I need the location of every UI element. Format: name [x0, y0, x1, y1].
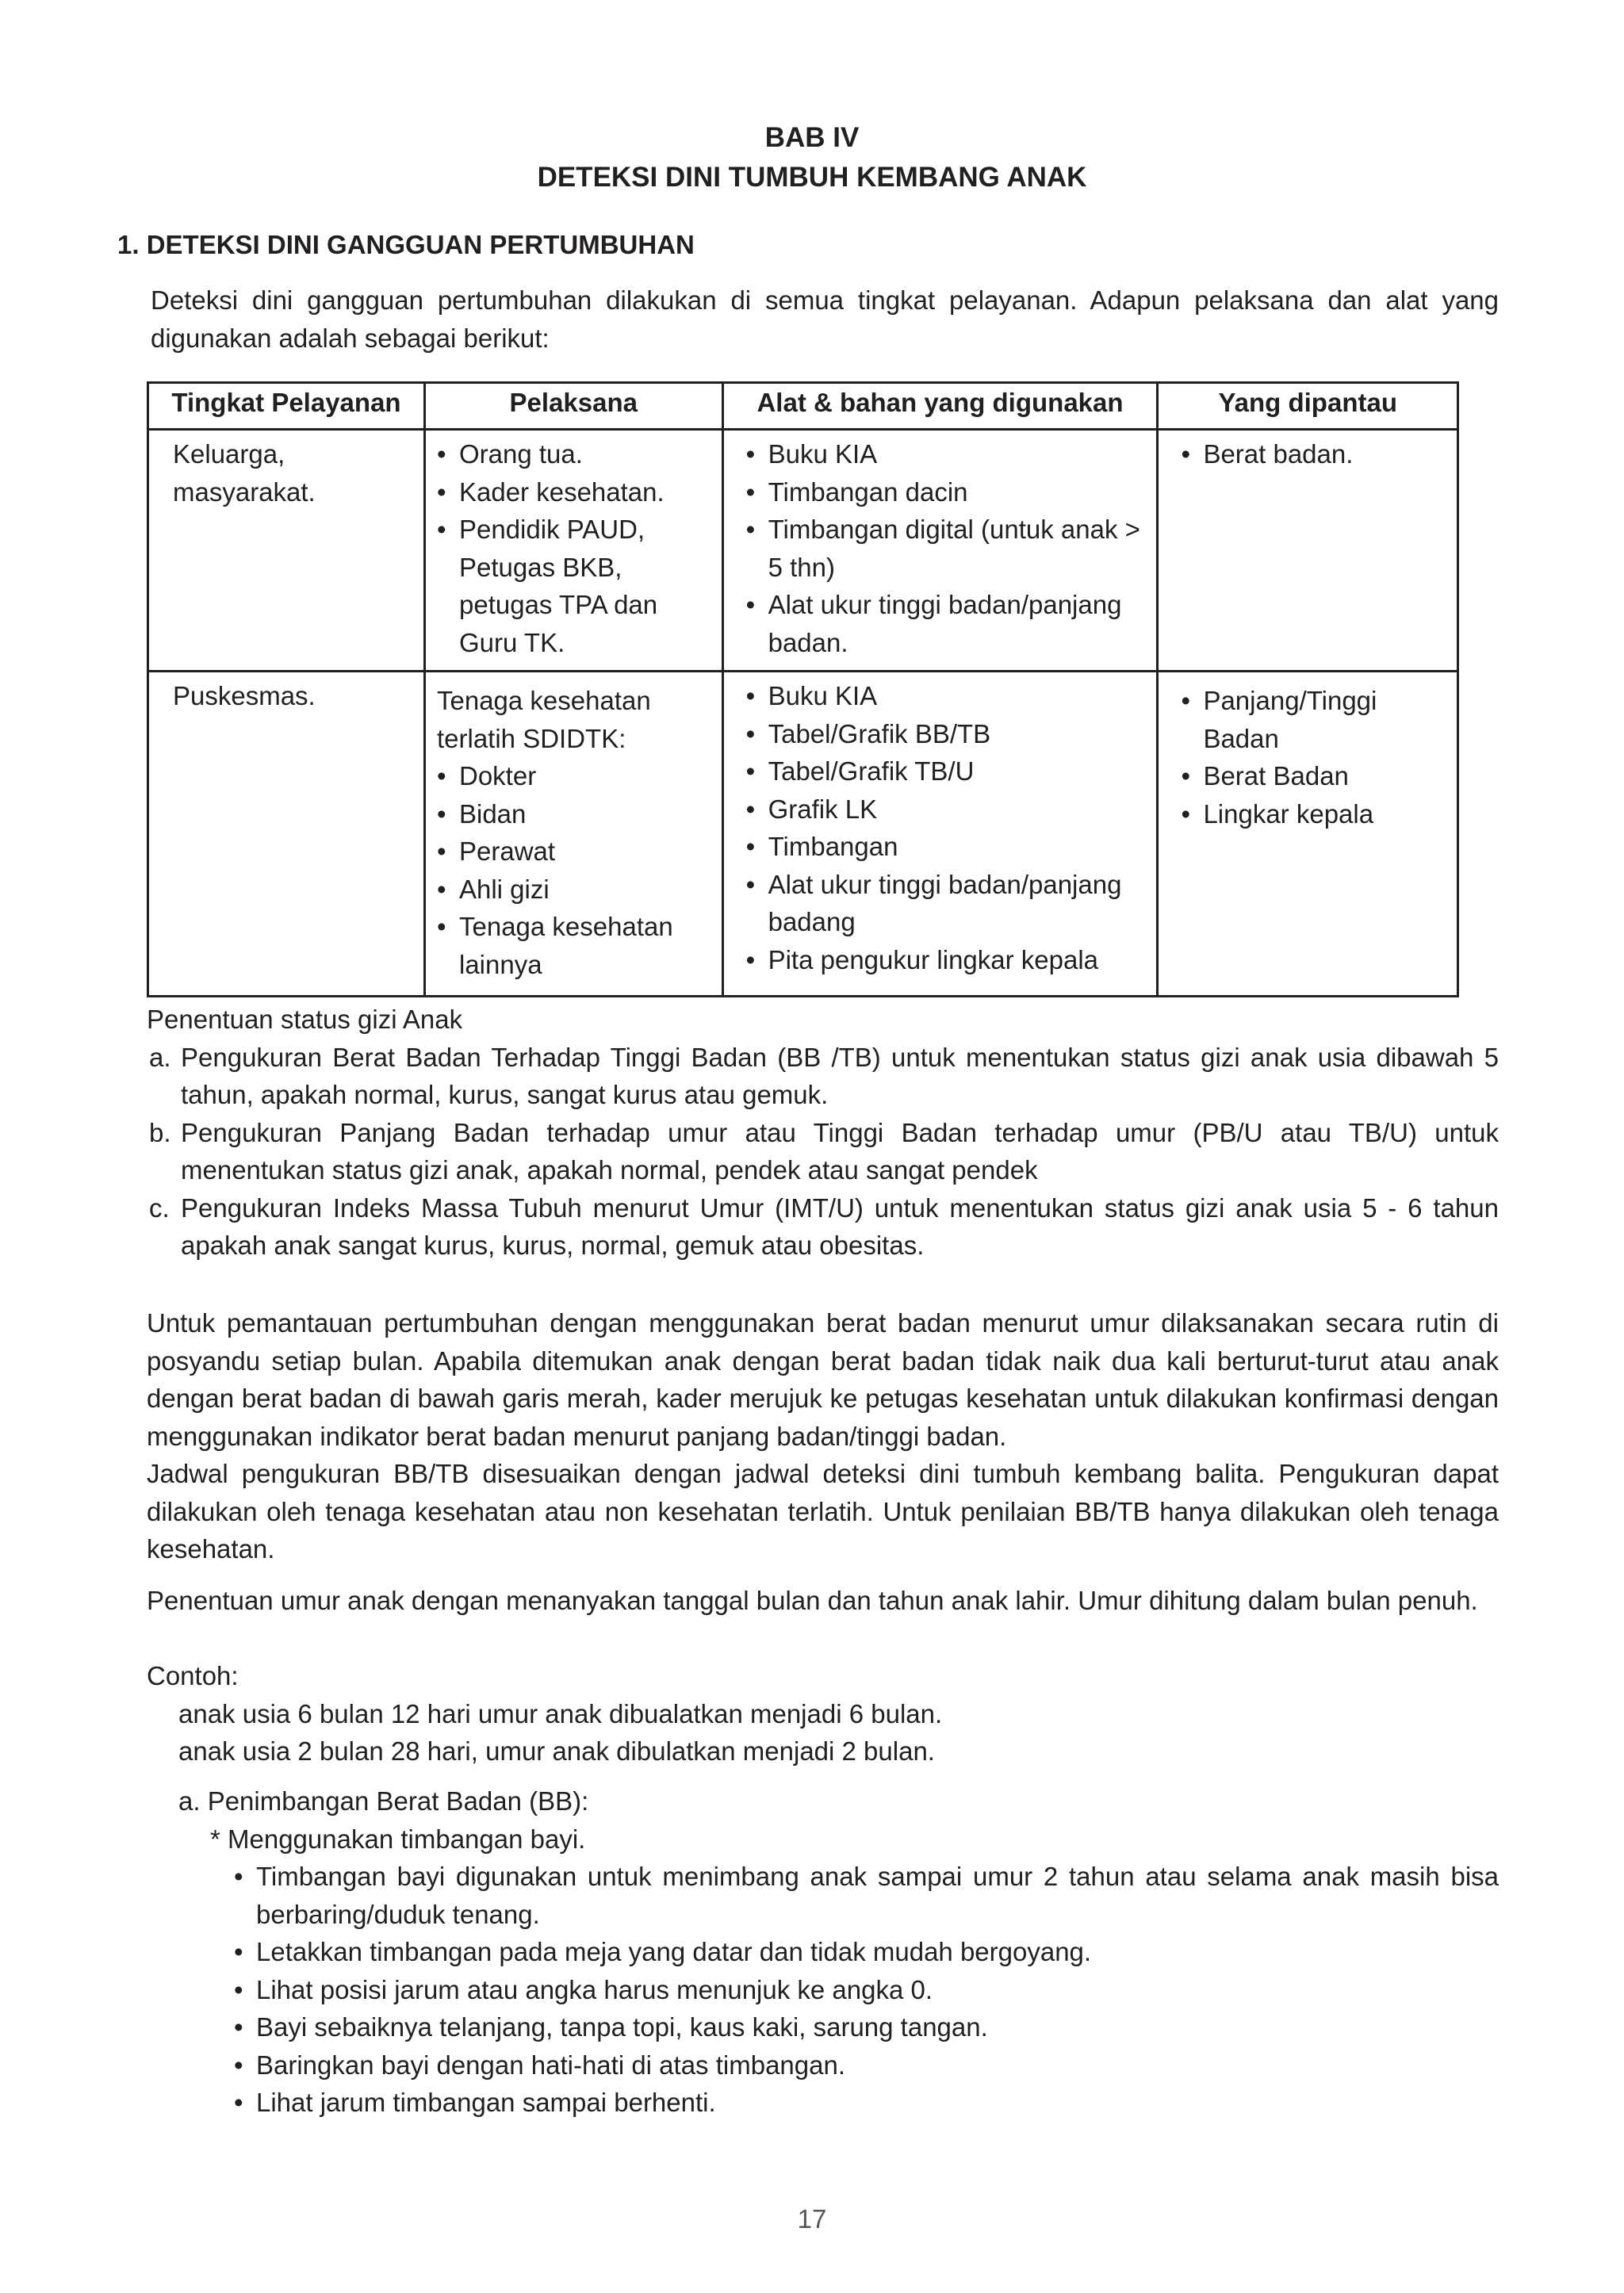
- status-gizi-section: [147, 1001, 1499, 1265]
- paragraph-pemantauan: Untuk pemantauan pertumbuhan dengan menggunakan berat badan menurut umur dilaksanakan secara rutin di posyandu setiap bulan. Apabila ditemukan anak dengan berat badan tidak naik dua kali berturut-turut atau anak dengan berat badan di bawah garis merah, kader merujuk ke petugas kesehatan untuk dilakukan konfirmasi dengan menggunakan indikator berat badan menurut panjang badan/tinggi badan.: [147, 1308, 1499, 1451]
- example-line: anak usia 2 bulan 28 hari, umur anak dibulatkan menjadi 2 bulan.: [178, 1736, 935, 1766]
- list-item: • Tenaga kesehatan lainnya: [437, 908, 710, 983]
- list-item: • Tabel/Grafik BB/TB: [746, 715, 1146, 753]
- penimbangan-steps: [178, 1858, 1499, 2122]
- cell-dipantau: [1158, 430, 1458, 672]
- list-item: • Tabel/Grafik TB/U: [746, 752, 1146, 790]
- table-row: [148, 672, 1458, 997]
- list-item: • Berat badan.: [1181, 435, 1446, 473]
- section-heading: 1. DETEKSI DINI GANGGUAN PERTUMBUHAN: [117, 230, 695, 259]
- dipantau-list: [1170, 677, 1446, 833]
- status-gizi-list: [147, 1039, 1499, 1265]
- cell-pelaksana: [424, 672, 722, 997]
- table-header-row: [148, 383, 1458, 430]
- table-row: [148, 430, 1458, 672]
- list-item: • Perawat: [437, 833, 710, 871]
- header-tingkat-pelayanan: Tingkat Pelayanan: [148, 383, 425, 430]
- paragraph-penentuan-umur: Penentuan umur anak dengan menanyakan tanggal bulan dan tahun anak lahir. Umur dihitung dalam bulan penuh.: [147, 1586, 1478, 1615]
- list-item: • Pendidik PAUD, Petugas BKB, petugas TPA dan Guru TK.: [437, 511, 710, 661]
- level-text: Puskesmas.: [173, 681, 316, 710]
- list-item: • Timbangan bayi digunakan untuk menimbang anak sampai umur 2 tahun atau selama anak masih bisa berbaring/duduk tenang.: [234, 1858, 1499, 1933]
- penimbangan-subheading: * Menggunakan timbangan bayi.: [210, 1824, 586, 1854]
- cell-pelaksana: [424, 430, 722, 672]
- list-marker: a.: [149, 1042, 171, 1072]
- pelaksana-list: [437, 757, 710, 983]
- cell-level: [148, 672, 425, 997]
- list-item: • Buku KIA: [746, 435, 1146, 473]
- list-item: • Pita pengukur lingkar kepala: [746, 941, 1146, 979]
- list-marker: c.: [149, 1192, 170, 1223]
- cell-alat: [722, 672, 1158, 997]
- list-item: • Grafik LK: [746, 790, 1146, 829]
- pelaksana-intro: Tenaga kesehatan terlatih SDIDTK:: [436, 686, 651, 753]
- cell-alat: [722, 430, 1158, 672]
- alat-list: [735, 435, 1146, 661]
- list-item: • Ahli gizi: [437, 871, 710, 909]
- header-yang-dipantau: Yang dipantau: [1158, 383, 1458, 430]
- list-marker: b.: [149, 1117, 171, 1147]
- list-item: • Timbangan: [746, 828, 1146, 866]
- list-item: • Lihat jarum timbangan sampai berhenti.: [234, 2084, 1499, 2122]
- list-item: • Lihat posisi jarum atau angka harus menunjuk ke angka 0.: [234, 1971, 1499, 2009]
- detection-table: [147, 381, 1459, 997]
- header-alat-bahan: Alat & bahan yang digunakan: [722, 383, 1158, 430]
- penimbangan-heading: a. Penimbangan Berat Badan (BB):: [178, 1786, 589, 1816]
- page-number: 17: [797, 2204, 827, 2234]
- list-item: [147, 1114, 1499, 1189]
- cell-dipantau: [1158, 672, 1458, 997]
- list-item: • Orang tua.: [437, 435, 710, 473]
- list-item: • Alat ukur tinggi badan/panjang badang: [746, 866, 1146, 941]
- section-intro: [151, 281, 1499, 357]
- list-item: [147, 1189, 1499, 1265]
- penimbangan-section: [178, 1782, 1499, 2122]
- example-line: anak usia 6 bulan 12 hari umur anak dibualatkan menjadi 6 bulan.: [178, 1698, 943, 1728]
- list-item: • Bayi sebaiknya telanjang, tanpa topi, kaus kaki, sarung tangan.: [234, 2008, 1499, 2046]
- list-item: • Letakkan timbangan pada meja yang datar dan tidak mudah bergoyang.: [234, 1933, 1499, 1971]
- intro-paragraph: Deteksi dini gangguan pertumbuhan dilakukan di semua tingkat pelayanan. Adapun pelaksana dan alat yang digunakan adalah sebagai berikut:: [151, 285, 1499, 353]
- cell-level: [148, 430, 425, 672]
- list-item: [147, 1039, 1499, 1114]
- paragraph-jadwal: Jadwal pengukuran BB/TB disesuaikan dengan jadwal deteksi dini tumbuh kembang balita. Pengukuran dapat dilakukan oleh tenaga kesehatan atau non kesehatan terlatih. Untuk penilaian BB/TB hanya dilakukan oleh tenaga kesehatan.: [147, 1459, 1499, 1564]
- list-item: • Timbangan digital (untuk anak > 5 thn): [746, 511, 1146, 586]
- list-item-text: Pengukuran Indeks Massa Tubuh menurut Umur (IMT/U) untuk menentukan status gizi anak usia 5 - 6 tahun apakah anak sangat kurus, kurus, normal, gemuk atau obesitas.: [181, 1192, 1499, 1260]
- level-text: Keluarga, masyarakat.: [173, 439, 316, 507]
- pelaksana-list: [437, 435, 710, 661]
- list-item: • Berat Badan: [1181, 757, 1446, 795]
- list-item: • Dokter: [437, 757, 710, 795]
- list-item: • Alat ukur tinggi badan/panjang badan.: [746, 586, 1146, 661]
- list-item: • Timbangan dacin: [746, 473, 1146, 511]
- alat-list: [735, 677, 1146, 978]
- list-item-text: Pengukuran Panjang Badan terhadap umur atau Tinggi Badan terhadap umur (PB/U atau TB/U) untuk menentukan status gizi anak, apakah normal, pendek atau sangat pendek: [181, 1117, 1499, 1185]
- list-item: • Kader kesehatan.: [437, 473, 710, 511]
- list-item: • Lingkar kepala: [1181, 795, 1446, 833]
- list-item: • Bidan: [437, 795, 710, 833]
- chapter-title: DETEKSI DINI TUMBUH KEMBANG ANAK: [537, 162, 1087, 193]
- header-pelaksana: Pelaksana: [424, 383, 722, 430]
- list-item: • Buku KIA: [746, 677, 1146, 715]
- example-section: [147, 1657, 1499, 1770]
- status-gizi-title: Penentuan status gizi Anak: [147, 1005, 463, 1034]
- list-item: • Baringkan bayi dengan hati-hati di atas timbangan.: [234, 2046, 1499, 2084]
- dipantau-list: [1170, 435, 1446, 473]
- chapter-label: BAB IV: [764, 122, 860, 153]
- list-item-text: Pengukuran Berat Badan Terhadap Tinggi Badan (BB /TB) untuk menentukan status gizi anak usia dibawah 5 tahun, apakah normal, kurus, sangat kurus atau gemuk.: [181, 1042, 1499, 1109]
- list-item: • Panjang/Tinggi Badan: [1181, 682, 1446, 757]
- example-label: Contoh:: [147, 1661, 239, 1690]
